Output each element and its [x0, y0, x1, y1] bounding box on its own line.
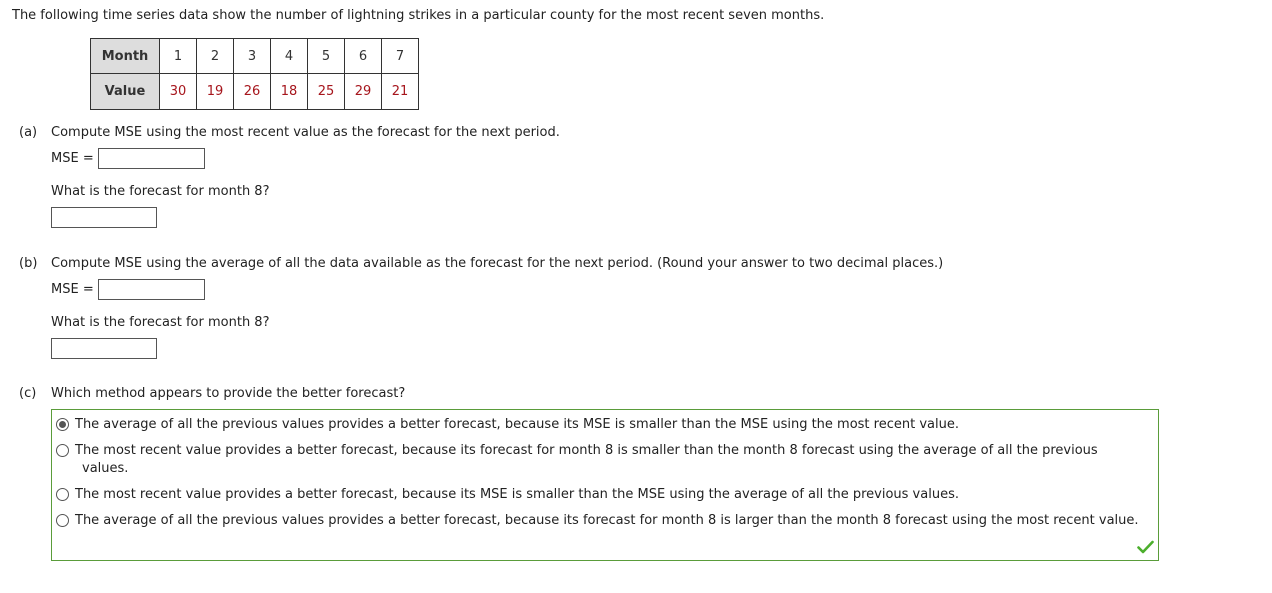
value-cell: 19: [197, 74, 234, 110]
part-a-forecast-question: What is the forecast for month 8?: [51, 184, 270, 199]
month-cell: 6: [345, 39, 382, 74]
part-c-question: Which method appears to provide the better forecast?: [51, 386, 406, 401]
month-cell: 1: [160, 39, 197, 74]
month-cell: 7: [382, 39, 419, 74]
part-a-mse-label: MSE =: [51, 151, 94, 166]
part-a-mse-input[interactable]: [98, 148, 205, 169]
check-icon: [1137, 540, 1154, 554]
option-3-label[interactable]: The most recent value provides a better forecast, because its MSE is smaller than the MSE using the average of all the previous values.: [75, 487, 959, 502]
month-header: Month: [91, 39, 160, 74]
value-header: Value: [91, 74, 160, 110]
month-cell: 2: [197, 39, 234, 74]
value-row: [91, 74, 419, 110]
value-cell: 26: [234, 74, 271, 110]
value-cell: 18: [271, 74, 308, 110]
value-cell: 21: [382, 74, 419, 110]
value-cell: 29: [345, 74, 382, 110]
part-b-forecast-question: What is the forecast for month 8?: [51, 315, 270, 330]
value-cell: 30: [160, 74, 197, 110]
part-c-label: (c): [19, 386, 37, 401]
month-cell: 3: [234, 39, 271, 74]
data-table: [90, 38, 419, 110]
option-3-radio[interactable]: [56, 488, 69, 501]
part-a-question: Compute MSE using the most recent value as the forecast for the next period.: [51, 125, 560, 140]
value-cell: 25: [308, 74, 345, 110]
option-1-label[interactable]: The average of all the previous values provides a better forecast, because its MSE is smaller than the MSE using the most recent value.: [75, 417, 959, 432]
part-a-label: (a): [19, 125, 38, 140]
option-2-label[interactable]: The most recent value provides a better forecast, because its forecast for month 8 is smaller than the month 8 forecast using the average of all the previous: [75, 443, 1098, 458]
part-b-label: (b): [19, 256, 38, 271]
month-cell: 4: [271, 39, 308, 74]
part-a-forecast-input[interactable]: [51, 207, 157, 228]
option-4-label[interactable]: The average of all the previous values provides a better forecast, because its forecast for month 8 is larger than the month 8 forecast using the most recent value.: [75, 513, 1139, 528]
option-4-radio[interactable]: [56, 514, 69, 527]
part-b-mse-input[interactable]: [98, 279, 205, 300]
month-cell: 5: [308, 39, 345, 74]
part-b-forecast-input[interactable]: [51, 338, 157, 359]
option-2-radio[interactable]: [56, 444, 69, 457]
month-row: [91, 39, 419, 74]
part-b-mse-label: MSE =: [51, 282, 94, 297]
intro-text: The following time series data show the number of lightning strikes in a particular county for the most recent seven months.: [12, 8, 825, 23]
part-b-question: Compute MSE using the average of all the data available as the forecast for the next period. (Round your answer to two decimal places.): [51, 256, 944, 271]
option-1-radio[interactable]: [56, 418, 69, 431]
option-2-label-cont[interactable]: values.: [82, 461, 129, 476]
